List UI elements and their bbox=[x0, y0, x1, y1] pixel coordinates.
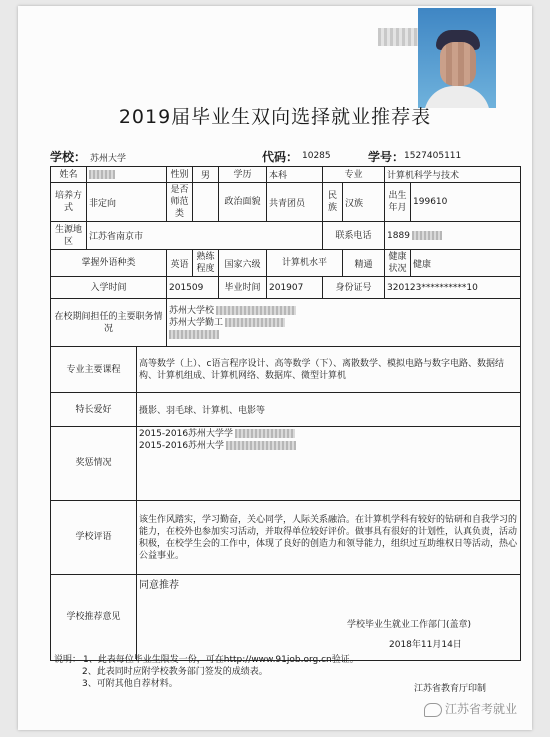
enroll-value: 201509 bbox=[167, 277, 219, 299]
note-3: 3、可附其他自荐材料。 bbox=[82, 679, 178, 689]
ethnic-value: 汉族 bbox=[343, 183, 385, 222]
courses-value: 高等数学（上）、c语言程序设计、高等数学（下）、离散数学、模拟电路与数字电路、数据结构、计算机组成、计算机网络、数据库、微型计算机 bbox=[137, 347, 521, 393]
note-2: 2、此表同时应附学校教务部门签发的成绩表。 bbox=[82, 667, 268, 677]
major-value: 计算机科学与技术 bbox=[385, 167, 521, 183]
health-label: 健康状况 bbox=[385, 250, 411, 277]
recommendation-label: 学校推荐意见 bbox=[51, 575, 137, 661]
duties-label: 在校期间担任的主要职务情况 bbox=[51, 299, 167, 347]
hobbies-label: 特长爱好 bbox=[51, 393, 137, 427]
row-duties bbox=[51, 299, 521, 347]
department-stamp-text: 学校毕业生就业工作部门(盖章) bbox=[347, 620, 472, 630]
row-recommendation bbox=[51, 575, 521, 661]
student-id-value: 1527405111 bbox=[404, 151, 462, 161]
row-awards bbox=[51, 427, 521, 501]
normal-label: 是否师范类 bbox=[167, 183, 193, 222]
recommendation-text: 同意推荐 bbox=[139, 580, 179, 591]
gender-label: 性别 bbox=[167, 167, 193, 183]
origin-label: 生源地区 bbox=[51, 222, 87, 250]
row-hobbies bbox=[51, 393, 521, 427]
row-basic bbox=[51, 167, 521, 183]
political-value: 共青团员 bbox=[267, 183, 323, 222]
idcard-label: 身份证号 bbox=[323, 277, 385, 299]
row-courses bbox=[51, 347, 521, 393]
name-value bbox=[87, 167, 167, 183]
duties-value: 苏州大学校 苏州大学勤工 bbox=[167, 299, 521, 347]
school-value: 苏州大学 bbox=[90, 154, 127, 164]
awards-value: 2015-2016苏州大学学 2015-2016苏州大学 bbox=[137, 427, 521, 501]
language-label: 掌握外语种类 bbox=[51, 250, 167, 277]
graduate-value: 201907 bbox=[267, 277, 323, 299]
issuer: 江苏省教育厅印制 bbox=[414, 684, 487, 694]
awards-label: 奖惩情况 bbox=[51, 427, 137, 501]
row-language bbox=[51, 250, 521, 277]
school-label: 学校： bbox=[50, 150, 87, 164]
computer-value: 精通 bbox=[343, 250, 385, 277]
watermark-text: 江苏省考就业 bbox=[445, 702, 518, 716]
health-value: 健康 bbox=[411, 250, 521, 277]
phone-label: 联系电话 bbox=[323, 222, 385, 250]
graduate-label: 毕业时间 bbox=[219, 277, 267, 299]
recommendation-date: 2018年11月14日 bbox=[389, 640, 462, 650]
origin-value: 江苏省南京市 bbox=[87, 222, 323, 250]
row-dates bbox=[51, 277, 521, 299]
language-value: 英语 bbox=[167, 250, 193, 277]
birth-value: 199610 bbox=[411, 183, 521, 222]
chat-bubble-icon bbox=[424, 703, 442, 717]
recommendation-value bbox=[137, 575, 521, 661]
code-label: 代码： bbox=[262, 150, 299, 164]
training-label: 培养方式 bbox=[51, 183, 87, 222]
computer-label: 计算机水平 bbox=[267, 250, 343, 277]
row-training bbox=[51, 183, 521, 222]
proficiency-label: 熟练程度 bbox=[193, 250, 219, 277]
row-origin bbox=[51, 222, 521, 250]
gender-value: 男 bbox=[193, 167, 219, 183]
evaluation-label: 学校评语 bbox=[51, 501, 137, 575]
normal-value bbox=[193, 183, 219, 222]
political-label: 政治面貌 bbox=[219, 183, 267, 222]
courses-label: 专业主要课程 bbox=[51, 347, 137, 393]
row-evaluation bbox=[51, 501, 521, 575]
hobbies-value: 摄影、羽毛球、计算机、电影等 bbox=[137, 393, 521, 427]
watermark bbox=[424, 700, 517, 717]
major-label: 专业 bbox=[323, 167, 385, 183]
student-id-label: 学号： bbox=[368, 150, 405, 164]
redacted-area bbox=[378, 28, 418, 46]
phone-value: 1889 bbox=[385, 222, 521, 250]
proficiency-value: 国家六级 bbox=[219, 250, 267, 277]
ethnic-label: 民族 bbox=[323, 183, 343, 222]
notes bbox=[52, 654, 359, 690]
note-1: 1、此表每位毕业生限发一份，可在http://www.91job.org.cn验证。 bbox=[83, 655, 359, 665]
birth-label: 出生年月 bbox=[385, 183, 411, 222]
form-title: 2019届毕业生双向选择就业推荐表 bbox=[118, 106, 432, 128]
recommendation-form-page bbox=[18, 6, 532, 730]
form-table bbox=[50, 166, 521, 661]
education-label: 学历 bbox=[219, 167, 267, 183]
education-value: 本科 bbox=[267, 167, 323, 183]
notes-heading: 说明： bbox=[54, 655, 82, 665]
name-label: 姓名 bbox=[51, 167, 87, 183]
evaluation-value: 该生作风踏实，学习勤奋，关心同学，人际关系融洽。在计算机学科有较好的钻研和自我学习的能力，在校外也参加实习活动，并取得单位较好评价。做事具有很好的计划性，认真负责，活动积极，在校学生会的工作中，体现了良好的创造力和领导能力，组织过互助维权日等活动，热心公益事业。 bbox=[137, 501, 521, 575]
applicant-photo bbox=[418, 8, 496, 108]
training-value: 非定向 bbox=[87, 183, 167, 222]
idcard-value: 320123**********10 bbox=[385, 277, 521, 299]
code-value: 10285 bbox=[302, 151, 331, 161]
enroll-label: 入学时间 bbox=[51, 277, 167, 299]
